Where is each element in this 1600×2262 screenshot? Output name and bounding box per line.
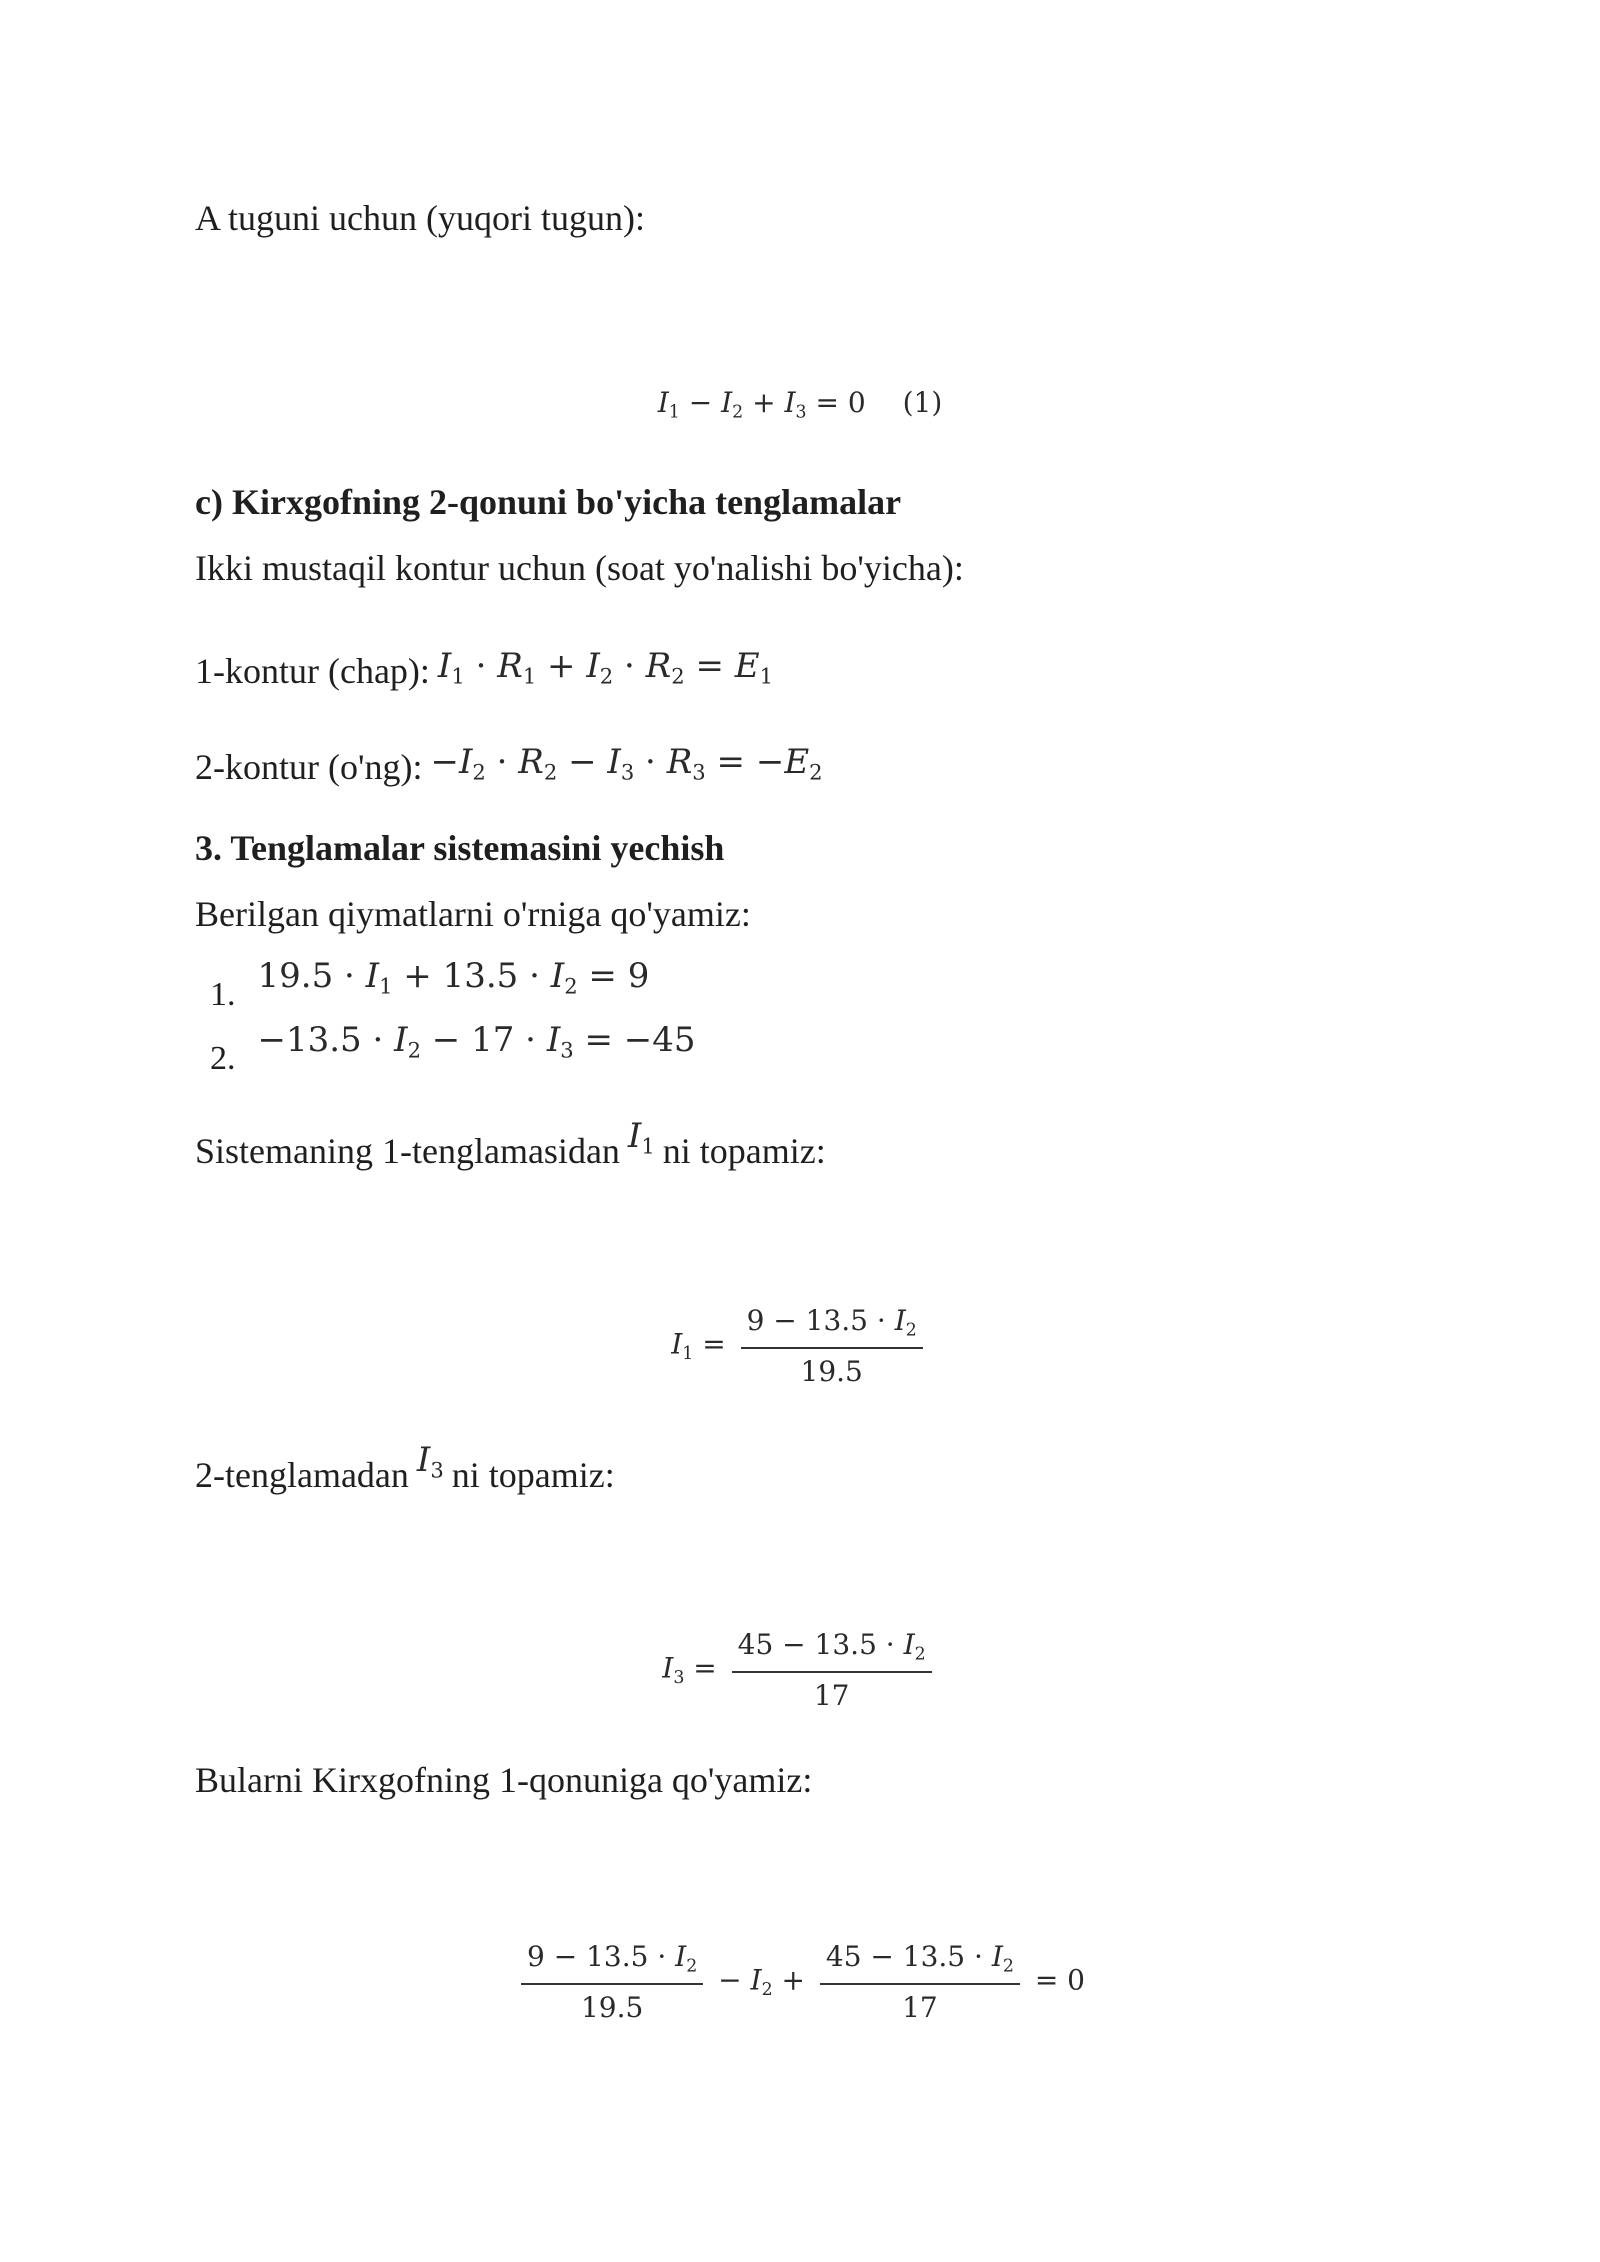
paragraph-node-a: A tuguni uchun (yuqori tugun):: [195, 198, 645, 238]
equation-i3: $I_3$ = $\frac{45 - 13.5 \cdot I_2}{17}$: [0, 1628, 1600, 1712]
contour-1-equation: $I_1 \cdot R_1 + I_2 \cdot R_2 = E_1$: [437, 646, 774, 689]
fraction-denominator: 19.5: [580, 1990, 644, 2024]
list-item-1: [210, 954, 650, 1013]
contour-1-label: 1-kontur (chap):: [195, 651, 430, 691]
text-post: ni topamiz:: [662, 1131, 826, 1171]
list-number: 1.: [210, 976, 236, 1013]
coef-b: 17: [471, 1020, 515, 1060]
coef-a: −13.5: [257, 1020, 362, 1060]
rhs: −45: [623, 1020, 696, 1060]
section-heading-3: 3. Tenglamalar sistemasini yechish: [195, 828, 725, 868]
fraction-numerator: 45 − 13.5 ·: [825, 1940, 992, 1973]
fraction-denominator: 17: [813, 1678, 850, 1712]
list-equation-1: $19.5 \cdot I_1 + 13.5 \cdot I_2 = 9$: [257, 956, 650, 999]
section-heading-c: c) Kirxgofning 2-qonuni bo'yicha tenglamalar: [195, 482, 902, 522]
fraction-numerator: 9 − 13.5 ·: [527, 1940, 676, 1973]
list-item-2: [210, 1018, 696, 1077]
paragraph-find-i1: [195, 1114, 826, 1173]
contour-2-label: 2-kontur (o'ng):: [195, 747, 423, 787]
contour-1-line: [195, 644, 773, 699]
coef-a: 19.5: [257, 956, 334, 996]
fraction-left: $\frac{9 - 13.5 \cdot I_2}{19.5}$: [521, 1940, 703, 2024]
paragraph-substitute: Berilgan qiymatlarni o'rniga qo'yamiz:: [195, 894, 751, 934]
fraction-numerator: 9 − 13.5 ·: [746, 1304, 895, 1337]
equation-i1: $I_1$ = $\frac{9 - 13.5 \cdot I_2}{19.5}$: [0, 1304, 1600, 1388]
symbol-i1: $I_1$: [627, 1116, 655, 1159]
equation-1: $I_1 - I_2 + I_3 = 0$ (1): [657, 386, 943, 423]
rhs: 9: [627, 956, 650, 996]
text-pre: 2-tenglamadan: [195, 1455, 409, 1495]
contour-2-line: [195, 740, 823, 795]
paragraph-substitute-kcl: Bularni Kirxgofning 1-qonuniga qo'yamiz:: [195, 1760, 813, 1800]
fraction-i3: $\frac{45 - 13.5 \cdot I_2}{17}$: [732, 1628, 932, 1712]
fraction-right: $\frac{45 - 13.5 \cdot I_2}{17}$: [820, 1940, 1020, 2024]
coef-b: 13.5: [442, 956, 519, 996]
contour-2-equation: $-I_2 \cdot R_2 - I_3 \cdot R_3 = -E_2$: [430, 742, 823, 785]
equation-combined: $\frac{9 - 13.5 \cdot I_2}{19.5}$ − $I_2$ + $\frac{45 - 13.5 \cdot I_2}{17}$ = 0: [0, 1940, 1600, 2024]
fraction-numerator: 45 − 13.5 ·: [737, 1628, 904, 1661]
symbol-i3: $I_3$: [416, 1440, 444, 1483]
paragraph-independent-contours: Ikki mustaqil kontur uchun (soat yo'nalishi bo'yicha):: [195, 548, 964, 588]
list-number: 2.: [210, 1040, 236, 1077]
list-equation-2: $-13.5 \cdot I_2 - 17 \cdot I_3 = -45$: [257, 1020, 696, 1063]
equation-label: (1): [902, 386, 943, 419]
text-pre: Sistemaning 1-tenglamasidan: [195, 1131, 620, 1171]
paragraph-find-i3: [195, 1438, 615, 1497]
fraction-denominator: 19.5: [800, 1354, 863, 1388]
fraction-i1: $\frac{9 - 13.5 \cdot I_2}{19.5}$: [741, 1304, 923, 1388]
fraction-denominator: 17: [902, 1990, 938, 2024]
text-post: ni topamiz:: [451, 1455, 615, 1495]
